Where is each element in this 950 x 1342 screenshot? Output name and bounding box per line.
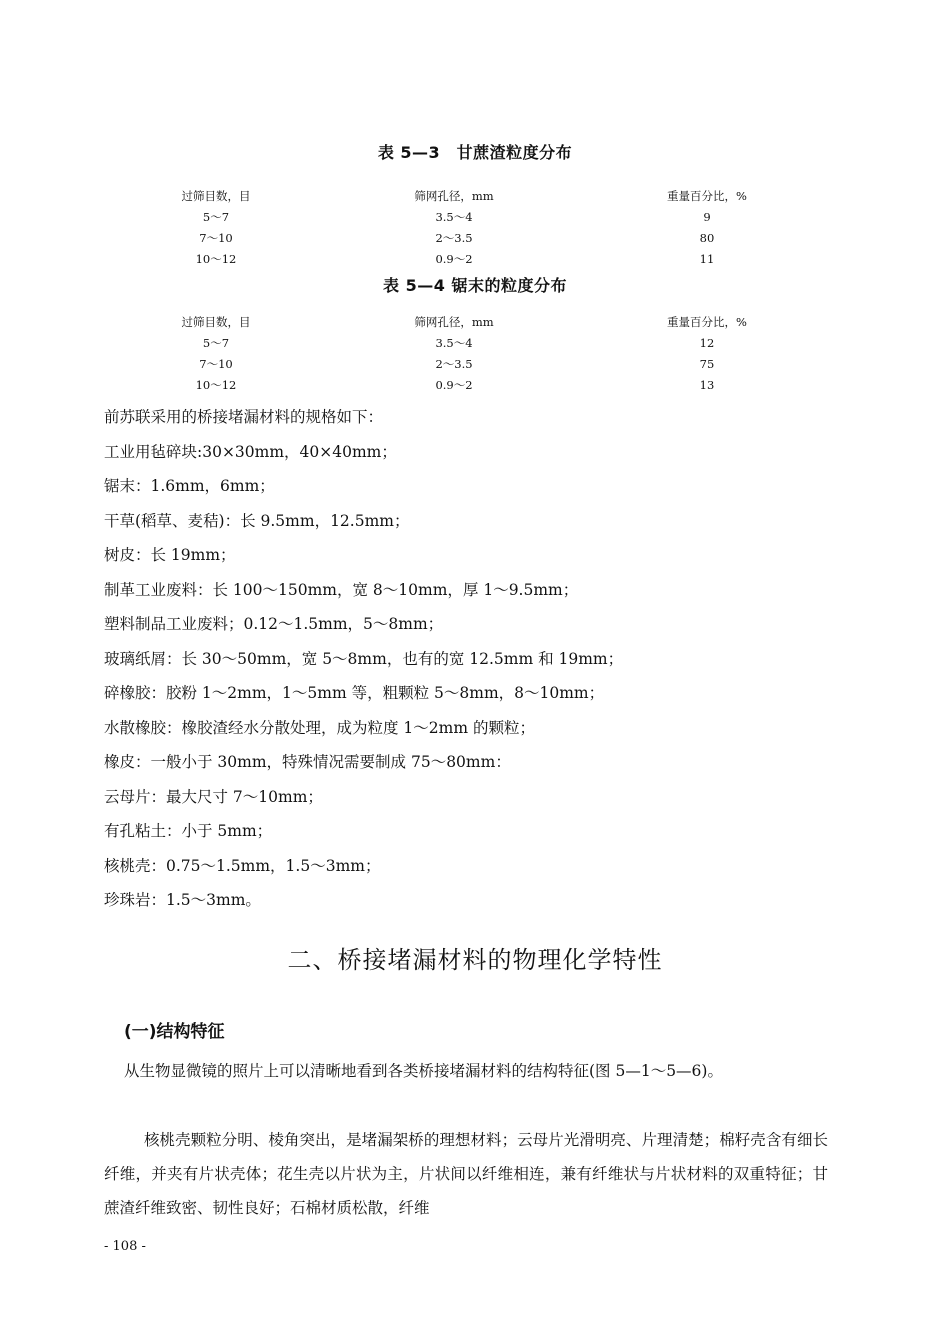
header-weight-percent: 重量百分比，% <box>667 315 747 329</box>
spec-item: 干草(稻草、麦秸)：长 9.5mm，12.5mm； <box>104 511 410 530</box>
spec-item: 玻璃纸屑：长 30～50mm，宽 5～8mm，也有的宽 12.5mm 和 19mm； <box>104 649 624 668</box>
cell-weight-percent: 13 <box>699 378 715 392</box>
table-5-3-title: 表 5—3 甘蔗渣粒度分布 <box>377 143 573 162</box>
cell-mesh: 10～12 <box>195 252 237 266</box>
cell-weight-percent: 9 <box>703 210 711 224</box>
sub-heading: (一)结构特征 <box>124 1022 225 1042</box>
spec-item: 水散橡胶：橡胶渣经水分散处理，成为粒度 1～2mm 的颗粒； <box>104 718 535 737</box>
table-5-4 <box>0 312 950 396</box>
header-aperture: 筛网孔径，mm <box>414 189 494 203</box>
spec-item: 树皮：长 19mm； <box>104 546 236 564</box>
spec-item: 锯末：1.6mm，6mm； <box>104 477 275 495</box>
cell-aperture: 0.9～2 <box>435 378 473 392</box>
cell-mesh: 5～7 <box>202 336 230 350</box>
paragraph: 从生物显微镜的照片上可以清晰地看到各类桥接堵漏材料的结构特征(图 5—1～5—6)。 <box>124 1062 723 1080</box>
table-header-row <box>0 312 950 333</box>
cell-weight-percent: 75 <box>699 357 715 371</box>
cell-mesh: 5～7 <box>202 210 230 224</box>
cell-weight-percent: 11 <box>699 252 715 266</box>
cell-aperture: 3.5～4 <box>435 210 473 224</box>
cell-aperture: 3.5～4 <box>435 336 473 350</box>
header-mesh: 过筛目数，目 <box>181 189 251 203</box>
spec-item: 核桃壳：0.75～1.5mm，1.5～3mm； <box>104 856 381 875</box>
spec-list <box>104 400 844 918</box>
spec-item: 塑料制品工业废料；0.12～1.5mm，5～8mm； <box>104 615 444 633</box>
cell-mesh: 7～10 <box>199 231 233 245</box>
table-row <box>0 207 950 228</box>
table-header-row <box>0 186 950 207</box>
table-row <box>0 333 950 354</box>
spec-item: 有孔粘土：小于 5mm； <box>104 822 273 840</box>
table-row <box>0 228 950 249</box>
spec-item: 橡皮：一般小于 30mm，特殊情况需要制成 75～80mm： <box>104 753 511 771</box>
table-row <box>0 375 950 396</box>
cell-aperture: 2～3.5 <box>435 357 473 371</box>
cell-aperture: 0.9～2 <box>435 252 473 266</box>
table-5-3 <box>0 186 950 270</box>
spec-item: 珍珠岩：1.5～3mm。 <box>104 891 261 909</box>
header-mesh: 过筛目数，目 <box>181 315 251 329</box>
spec-item: 制革工业废料：长 100～150mm，宽 8～10mm，厚 1～9.5mm； <box>104 580 579 599</box>
page-number: - 108 - <box>104 1239 146 1254</box>
cell-weight-percent: 12 <box>699 336 715 350</box>
spec-item: 碎橡胶：胶粉 1～2mm，1～5mm 等，粗颗粒 5～8mm，8～10mm； <box>104 684 605 702</box>
spec-intro: 前苏联采用的桥接堵漏材料的规格如下： <box>104 408 384 426</box>
paragraph: 核桃壳颗粒分明、棱角突出，是堵漏架桥的理想材料；云母片光滑明亮、片理清楚；棉籽壳含有细长纤维，并夹有片状壳体；花生壳以片状为主，片状间以纤维相连，兼有纤维状与片状材料的双重特征；甘蔗渣纤维致密、韧性良好；石棉材质松散，纤维 <box>104 1131 828 1217</box>
spec-item: 云母片：最大尺寸 7～10mm； <box>104 787 323 806</box>
table-row <box>0 249 950 270</box>
cell-weight-percent: 80 <box>699 231 715 245</box>
spec-item: 工业用毡碎块:30×30mm，40×40mm； <box>104 442 397 461</box>
header-aperture: 筛网孔径，mm <box>414 315 494 329</box>
section-heading: 二、桥接堵漏材料的物理化学特性 <box>287 946 663 974</box>
cell-mesh: 7～10 <box>199 357 233 371</box>
cell-mesh: 10～12 <box>195 378 237 392</box>
table-row <box>0 354 950 375</box>
table-5-4-title: 表 5—4 锯末的粒度分布 <box>383 276 567 295</box>
cell-aperture: 2～3.5 <box>435 231 473 245</box>
header-weight-percent: 重量百分比，% <box>667 189 747 203</box>
